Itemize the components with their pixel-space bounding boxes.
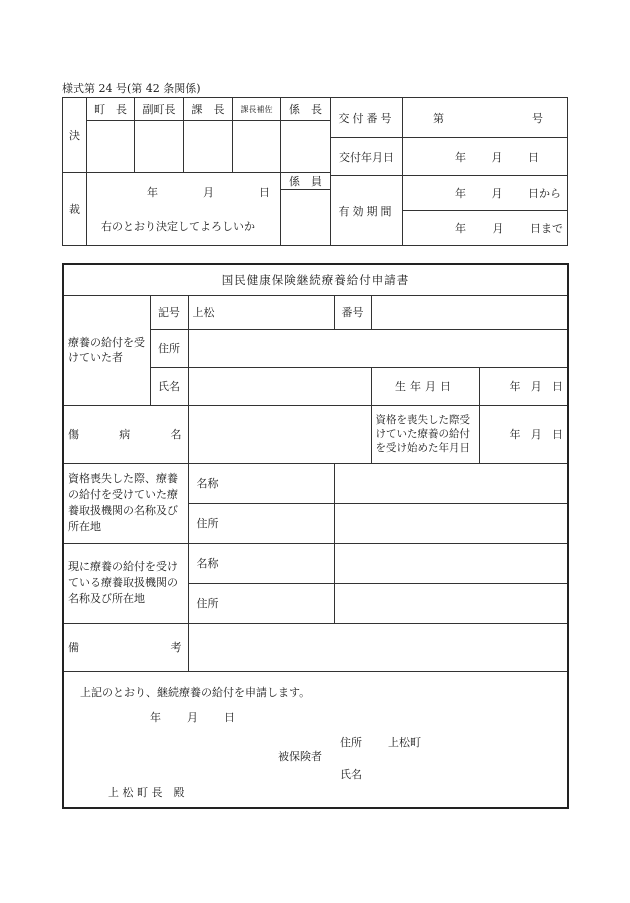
disease-field[interactable] bbox=[188, 405, 371, 463]
decision-text: 右のとおり決定してよろしいか bbox=[101, 220, 255, 233]
insured-label: 被保険者 bbox=[278, 750, 322, 763]
staff-cell[interactable] bbox=[281, 173, 331, 246]
stamp-box[interactable] bbox=[184, 121, 233, 173]
insured-name-label: 氏名 bbox=[340, 768, 362, 781]
disease-label: 傷 病 名 bbox=[64, 405, 188, 463]
start-date-field[interactable]: 年 月 日 bbox=[479, 405, 567, 463]
kessai-label-2: 裁 bbox=[63, 173, 87, 246]
decision-day: 日 bbox=[259, 186, 270, 199]
validity-to-cell[interactable]: 年 月 日まで bbox=[403, 211, 568, 246]
form-title: 国民健康保険継続療養給付申請書 bbox=[64, 265, 567, 295]
issue-number-cell[interactable] bbox=[403, 98, 568, 138]
declaration-date: 年 月 日 bbox=[150, 711, 235, 724]
remarks-label: 備 考 bbox=[64, 623, 188, 671]
issue-number-prefix: 第 bbox=[433, 111, 444, 125]
approval-table bbox=[62, 97, 331, 246]
issue-date-label: 交付年月日 bbox=[331, 138, 403, 176]
role-cho: 町 長 bbox=[87, 98, 135, 121]
staff-label: 係 員 bbox=[281, 173, 330, 190]
stamp-box[interactable] bbox=[87, 121, 135, 173]
current-facility-address-label: 住所 bbox=[188, 583, 334, 623]
insured-address-value[interactable]: 上松町 bbox=[388, 736, 421, 749]
recipient-label: 療養の給付を受けていた者 bbox=[64, 295, 150, 405]
role-kakaricho: 係 長 bbox=[281, 98, 331, 121]
name-field[interactable] bbox=[188, 367, 371, 405]
prev-facility-address-field[interactable] bbox=[334, 503, 567, 543]
form-number: 様式第 24 号(第 42 条関係) bbox=[62, 82, 201, 95]
stamp-box[interactable] bbox=[135, 121, 184, 173]
birth-label: 生年月日 bbox=[371, 367, 479, 405]
role-kacho-hosa: 課長補佐 bbox=[233, 98, 281, 121]
address-field[interactable] bbox=[188, 329, 567, 367]
stamp-box[interactable] bbox=[233, 121, 281, 173]
number-label: 番号 bbox=[334, 295, 371, 329]
symbol-value: 上松 bbox=[192, 306, 215, 319]
name-label: 氏名 bbox=[150, 367, 188, 405]
prev-facility-address-label: 住所 bbox=[188, 503, 334, 543]
kessai-label-1: 決 bbox=[63, 98, 87, 173]
decision-year: 年 bbox=[147, 186, 158, 199]
number-field[interactable] bbox=[371, 295, 567, 329]
start-label: 資格を喪失した際受けていた療養の給付を受け始めた年月日 bbox=[371, 405, 479, 463]
address-label: 住所 bbox=[150, 329, 188, 367]
addressee: 上 松 町 長 殿 bbox=[108, 786, 185, 799]
remarks-field[interactable] bbox=[188, 623, 567, 671]
issue-date-cell[interactable]: 年 月 日 bbox=[403, 138, 568, 176]
issue-number-suffix: 号 bbox=[532, 111, 543, 125]
symbol-label: 記号 bbox=[150, 295, 188, 329]
prev-facility-name-field[interactable] bbox=[334, 463, 567, 503]
validity-label: 有効期間 bbox=[331, 176, 403, 246]
role-kacho: 課 長 bbox=[184, 98, 233, 121]
birth-field[interactable]: 年 月 日 bbox=[479, 367, 567, 405]
insured-address-label: 住所 bbox=[340, 736, 362, 749]
decision-cell bbox=[87, 173, 281, 246]
role-fukucho: 副町長 bbox=[135, 98, 184, 121]
issue-number-label: 交付番号 bbox=[331, 98, 403, 138]
declaration-text: 上記のとおり、継続療養の給付を申請します。 bbox=[80, 686, 311, 699]
symbol-value-cell[interactable] bbox=[188, 295, 334, 329]
prev-facility-name-label: 名称 bbox=[188, 463, 334, 503]
stamp-box[interactable] bbox=[281, 121, 331, 173]
current-facility-address-field[interactable] bbox=[334, 583, 567, 623]
validity-from-cell[interactable]: 年 月 日から bbox=[403, 176, 568, 211]
issue-table bbox=[330, 97, 568, 246]
current-facility-name-label: 名称 bbox=[188, 543, 334, 583]
prev-facility-label: 資格喪失した際、療養の給付を受けていた療養取扱機関の名称及び所在地 bbox=[64, 463, 188, 543]
decision-month: 月 bbox=[203, 186, 214, 199]
current-facility-name-field[interactable] bbox=[334, 543, 567, 583]
current-facility-label: 現に療養の給付を受けている療養取扱機関の名称及び所在地 bbox=[64, 543, 188, 623]
application-table bbox=[64, 265, 567, 672]
